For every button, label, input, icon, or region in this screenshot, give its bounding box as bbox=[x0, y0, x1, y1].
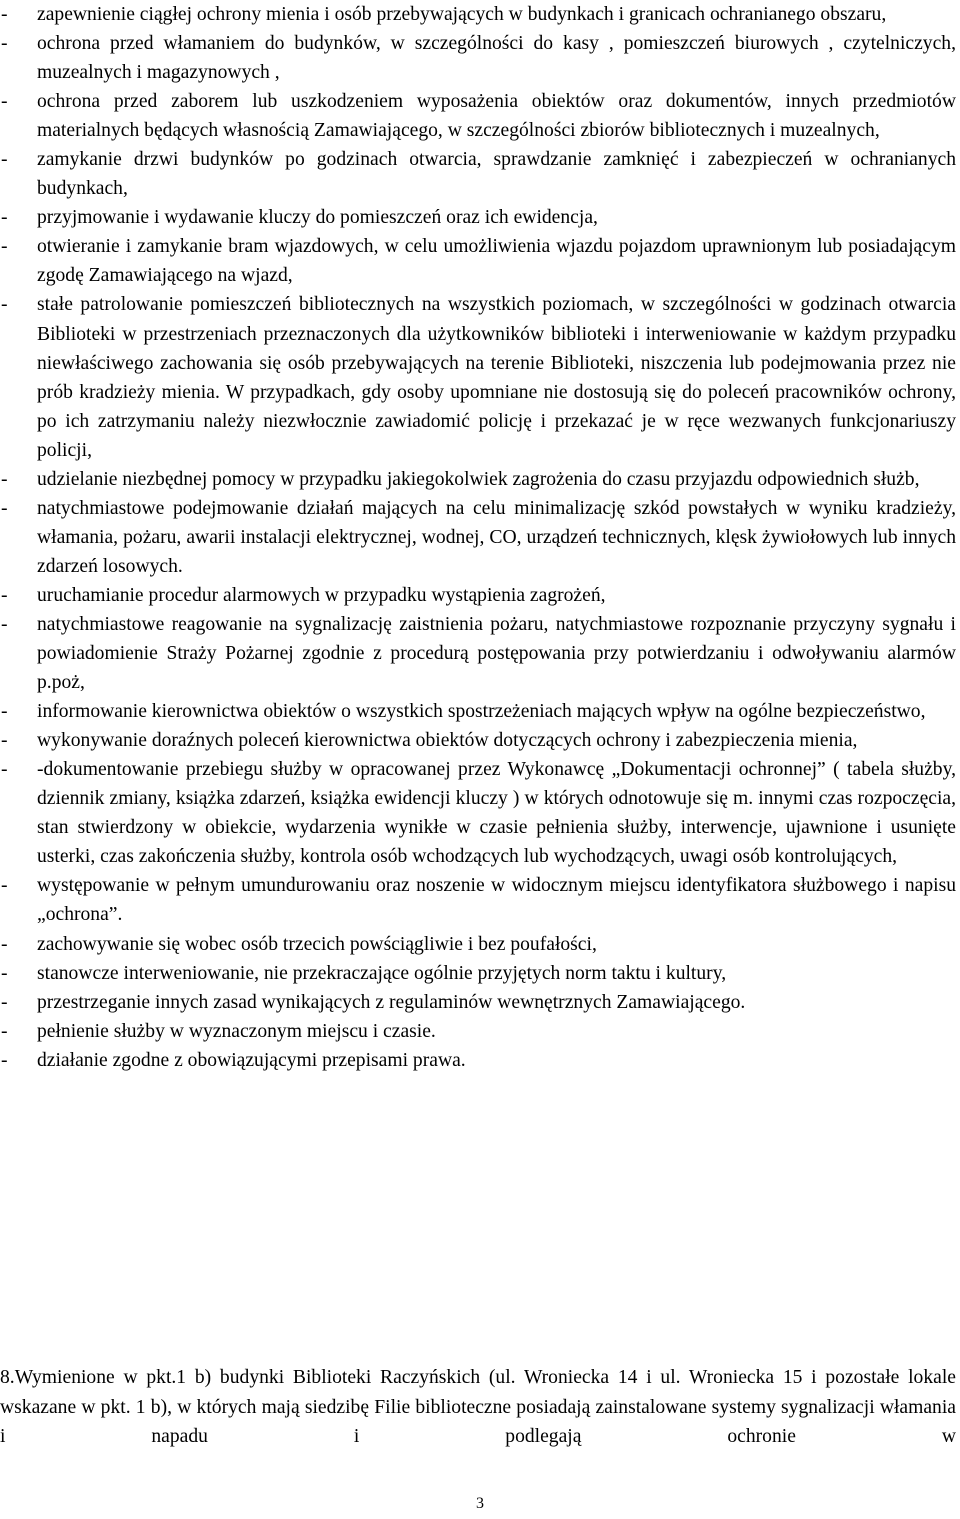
list-item bbox=[0, 988, 956, 1017]
list-item-text: przyjmowanie i wydawanie kluczy do pomieszczeń oraz ich ewidencja, bbox=[37, 207, 598, 229]
list-item bbox=[0, 290, 956, 464]
list-item bbox=[0, 465, 956, 494]
list-dash: - bbox=[1, 991, 8, 1013]
list-item-text: zachowywanie się wobec osób trzecich powściągliwie i bez poufałości, bbox=[37, 933, 597, 955]
list-item bbox=[0, 494, 956, 581]
list-item bbox=[0, 0, 956, 29]
list-dash: - bbox=[1, 149, 8, 171]
list-item bbox=[0, 87, 956, 145]
list-item bbox=[0, 145, 956, 203]
list-item bbox=[0, 930, 956, 959]
list-dash: - bbox=[1, 1020, 8, 1042]
list-dash: - bbox=[1, 730, 8, 752]
list-item bbox=[0, 610, 956, 697]
list-dash: - bbox=[1, 236, 8, 258]
list-item bbox=[0, 697, 956, 726]
list-dash: - bbox=[1, 468, 8, 490]
list-dash: - bbox=[1, 933, 8, 955]
list-item bbox=[0, 726, 956, 755]
list-item-text: natychmiastowe podejmowanie działań mających na celu minimalizację szkód powstałych w wyniku kradzieży, włamania, pożaru, awarii instalacji elektrycznej, wodnej, CO, urządzeń technicznych, klęsk żywiołowych lub innych zdarzeń losowych. bbox=[37, 497, 956, 577]
list-dash: - bbox=[1, 91, 8, 113]
list-item bbox=[0, 959, 956, 988]
page-number: 3 bbox=[476, 1495, 484, 1512]
list-item bbox=[0, 1017, 956, 1046]
list-dash: - bbox=[1, 1049, 8, 1071]
list-item-text: uruchamianie procedur alarmowych w przypadku wystąpienia zagrożeń, bbox=[37, 584, 606, 606]
list-item-text: występowanie w pełnym umundurowaniu oraz noszenie w widocznym miejscu identyfikatora służbowego i napisu „ochrona”. bbox=[37, 875, 956, 926]
list-item-text: stanowcze interweniowanie, nie przekraczające ogólnie przyjętych norm taktu i kultury, bbox=[37, 962, 727, 984]
list-dash: - bbox=[1, 4, 8, 25]
list-item-text: przestrzeganie innych zasad wynikających z regulaminów wewnętrznych Zamawiającego. bbox=[37, 991, 746, 1013]
list-dash: - bbox=[1, 613, 8, 635]
list-item bbox=[0, 232, 956, 290]
list-item-text: działanie zgodne z obowiązującymi przepisami prawa. bbox=[37, 1049, 466, 1071]
list-item-text: zapewnienie ciągłej ochrony mienia i osób przebywających w budynkach i granicach ochranianego obszaru, bbox=[37, 4, 887, 25]
list-dash: - bbox=[1, 497, 8, 519]
list-item-text: natychmiastowe reagowanie na sygnalizację zaistnienia pożaru, natychmiastowe rozpoznanie przyczyny sygnału i powiadomienie Straży Pożarnej zgodnie z procedurą postępowania przy potwierdzaniu i odwoływaniu alarmów p.poż, bbox=[37, 613, 956, 694]
list-dash: - bbox=[1, 962, 8, 984]
list-item-text: ochrona przed włamaniem do budynków, w szczególności do kasy , pomieszczeń biurowych , czytelniczych, muzealnych i magazynowych , bbox=[37, 33, 956, 84]
list-item-text: pełnienie służby w wyznaczonym miejscu i czasie. bbox=[37, 1020, 436, 1042]
list-item bbox=[0, 755, 956, 871]
list-dash: - bbox=[1, 33, 8, 55]
list-dash: - bbox=[1, 584, 8, 606]
list-item bbox=[0, 581, 956, 610]
section-8-paragraph: 8.Wymienione w pkt.1 b) budynki Biblioteki Raczyńskich (ul. Wroniecka 14 i ul. Wroniecka 15 i pozostałe lokale wskazane w pkt. 1 b), w których mają siedzibę Filie biblioteczne posiadają zainstalowane systemy sygnalizacji włamania i napadu i podlegają ochronie w bbox=[0, 1367, 956, 1448]
list-item-text: otwieranie i zamykanie bram wjazdowych, w celu umożliwienia wjazdu pojazdom uprawnionym lub posiadającym zgodę Zamawiającego na wjazd, bbox=[37, 236, 956, 287]
list-dash: - bbox=[1, 701, 8, 723]
list-item-text: wykonywanie doraźnych poleceń kierownictwa obiektów dotyczących ochrony i zabezpieczenia mienia, bbox=[37, 730, 858, 752]
list-item-text: zamykanie drzwi budynków po godzinach otwarcia, sprawdzanie zamknięć i zabezpieczeń w ochranianych budynkach, bbox=[37, 149, 956, 200]
list-dash: - bbox=[1, 207, 8, 229]
list-item bbox=[0, 871, 956, 929]
list-dash: - bbox=[1, 294, 8, 316]
list-item bbox=[0, 29, 956, 87]
list-item bbox=[0, 1046, 956, 1075]
list-item-text: ochrona przed zaborem lub uszkodzeniem wyposażenia obiektów oraz dokumentów, innych przedmiotów materialnych będących własnością Zamawiającego, w szczególności zbiorów bibliotecznych i muzealnych, bbox=[37, 91, 956, 142]
list-dash: - bbox=[1, 759, 8, 781]
list-item-text: informowanie kierownictwa obiektów o wszystkich spostrzeżeniach mających wpływ na ogólne bezpieczeństwo, bbox=[37, 701, 926, 723]
list-item bbox=[0, 203, 956, 232]
list-dash: - bbox=[1, 875, 8, 897]
list-item-text: stałe patrolowanie pomieszczeń bibliotecznych na wszystkich poziomach, w szczególności w godzinach otwarcia Biblioteki w przestrzeniach przeznaczonych dla użytkowników biblioteki i interweniowanie w każdym przypadku niewłaściwego zachowania się osób przebywających na terenie Biblioteki, niszczenia lub podejmowania przez nie prób kradzieży mienia. W przypadkach, gdy osoby upomniane nie dostosują się do poleceń pracowników ochrony, po ich zatrzymaniu należy niezwłocznie zawiadomić policję i przekazać je w ręce wezwanych funkcjonariuszy policji, bbox=[37, 294, 956, 461]
list-item-text: -dokumentowanie przebiegu służby w opracowanej przez Wykonawcę „Dokumentacji ochronnej” ( tabela służby, dziennik zmiany, książka zdarzeń, książka ewidencji kluczy ) w których odnotowuje się m. innymi czas rozpoczęcia, stan stwierdzony w obiekcie, wydarzenia wynikłe w czasie pełnienia służby, interwencje, ujawnione i usunięte usterki, czas zakończenia służby, kontrola osób wchodzących lub wychodzących, uwagi osób kontrolujących, bbox=[37, 759, 956, 868]
list-item-text: udzielanie niezbędnej pomocy w przypadku jakiegokolwiek zagrożenia do czasu przyjazdu odpowiednich służb, bbox=[37, 468, 920, 490]
